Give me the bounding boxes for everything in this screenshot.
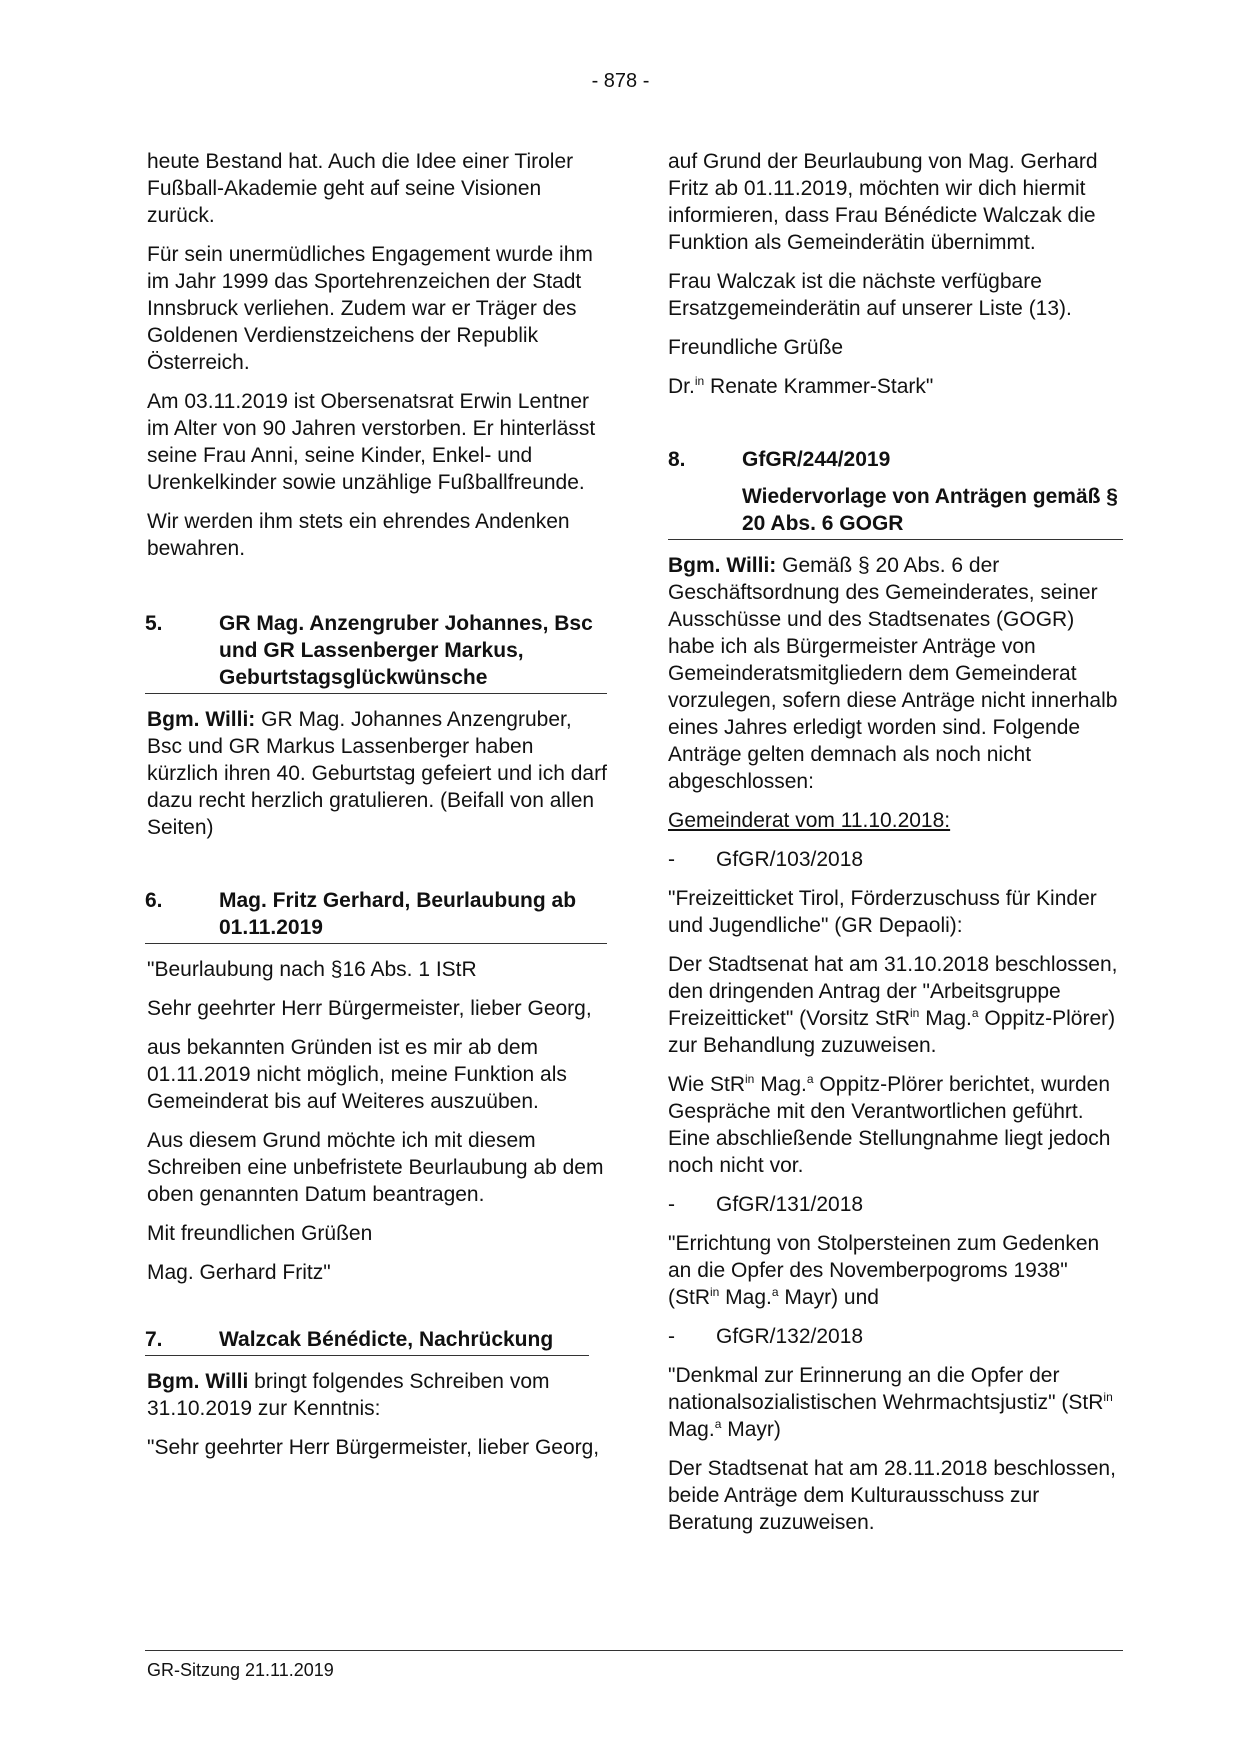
left-paragraph-4: Wir werden ihm stets ein ehrendes Andenken bewahren. bbox=[147, 510, 570, 560]
section-8-body bbox=[668, 552, 1123, 795]
motion-1-code: GfGR/103/2018 bbox=[716, 848, 864, 871]
signature-line bbox=[668, 373, 1123, 400]
motion-1-p2-text-a: Wie StR bbox=[668, 1073, 746, 1096]
section-7-paragraph-2: "Sehr geehrter Herr Bürgermeister, lieber Georg, bbox=[147, 1436, 600, 1459]
motion-1-p2-text-c: Oppitz-Plörer berichtet, wurden Gespräche mit den Verantwortlichen geführt. Eine abschließende Stellungnahme liegt jedoch noch nicht vor. bbox=[668, 1073, 1111, 1177]
left-paragraph-1: heute Bestand hat. Auch die Idee einer Tiroler Fußball-Akademie geht auf seine Visionen zurück. bbox=[147, 150, 574, 227]
section-7-heading bbox=[145, 1326, 589, 1356]
section-8-title: Wiedervorlage von Anträgen gemäß § 20 Abs. 6 GOGR bbox=[742, 485, 1118, 535]
section-8-speaker: Bgm. Willi: bbox=[668, 554, 777, 577]
section-5-speaker: Bgm. Willi: bbox=[147, 708, 256, 731]
motion-1-p2-text-b: Mag. bbox=[754, 1073, 807, 1096]
motion-1-p1-text-c: Oppitz-Plörer) zur Behandlung zuzuweisen. bbox=[668, 1007, 1116, 1057]
motion-3-title-a: "Denkmal zur Erinnerung an die Opfer der nationalsozialistischen Wehrmachtsjustiz" (StR bbox=[668, 1364, 1104, 1414]
motion-1-paragraph-2 bbox=[668, 1071, 1123, 1179]
section-6-title: Mag. Fritz Gerhard, Beurlaubung ab 01.11.2019 bbox=[219, 889, 577, 939]
sup-in: in bbox=[1103, 1390, 1113, 1404]
motion-2-title-b: Mag. bbox=[719, 1286, 772, 1309]
sup-a: a bbox=[771, 1285, 779, 1299]
motion-3-code: GfGR/132/2018 bbox=[716, 1325, 864, 1348]
sup-a: a bbox=[806, 1072, 814, 1086]
motion-3-title bbox=[668, 1362, 1123, 1443]
section-8-number: 8. bbox=[668, 448, 686, 471]
motion-3-title-c: Mayr) bbox=[721, 1418, 781, 1441]
motion-2-code: GfGR/131/2018 bbox=[716, 1193, 864, 1216]
motion-item-2 bbox=[668, 1191, 1123, 1218]
section-7-title: Walzcak Bénédicte, Nachrückung bbox=[219, 1328, 554, 1351]
section-8-code-line bbox=[668, 446, 1123, 475]
motion-1-paragraph-1 bbox=[668, 951, 1123, 1059]
right-paragraph-2: Frau Walczak ist die nächste verfügbare Ersatzgemeinderätin auf unserer Liste (13). bbox=[668, 270, 1072, 320]
footer-text: GR-Sitzung 21.11.2019 bbox=[147, 1660, 334, 1680]
section-5-body bbox=[147, 706, 607, 841]
signature-title: Dr. bbox=[668, 375, 695, 398]
motion-2-title-c: Mayr) und bbox=[778, 1286, 879, 1309]
section-6-paragraph-1: "Beurlaubung nach §16 Abs. 1 IStR bbox=[147, 958, 477, 981]
section-5-heading bbox=[145, 610, 607, 694]
section-8-heading bbox=[668, 483, 1123, 540]
section-6-paragraph-4: Aus diesem Grund möchte ich mit diesem Schreiben eine unbefristete Beurlaubung ab dem oben genannten Datum beantragen. bbox=[147, 1129, 604, 1206]
motion-3-paragraph-1: Der Stadtsenat hat am 28.11.2018 beschlossen, beide Anträge dem Kulturausschuss zur Beratung zuzuweisen. bbox=[668, 1457, 1116, 1534]
left-paragraph-3: Am 03.11.2019 ist Obersenatsrat Erwin Lentner im Alter von 90 Jahren verstorben. Er hinterlässt seine Frau Anni, seine Kinder, Enkel- und Urenkelkinder sowie unzählige Fußballfreunde. bbox=[147, 390, 596, 494]
bullet-dash: - bbox=[668, 848, 675, 871]
right-paragraph-1: auf Grund der Beurlaubung von Mag. Gerhard Fritz ab 01.11.2019, möchten wir dich hiermit informieren, dass Frau Bénédicte Walczak die Funktion als Gemeinderätin übernimmt. bbox=[668, 150, 1098, 254]
motion-3-title-b: Mag. bbox=[668, 1418, 715, 1441]
bullet-dash: - bbox=[668, 1325, 675, 1348]
section-7-body bbox=[147, 1368, 607, 1422]
section-5-text: GR Mag. Johannes Anzengruber, Bsc und GR Markus Lassenberger haben kürzlich ihren 40. Geburtstag gefeiert und ich darf dazu recht herzlich gratulieren. (Beifall von allen Seiten) bbox=[147, 708, 607, 839]
right-paragraph-3: Freundliche Grüße bbox=[668, 336, 844, 359]
motion-item-1 bbox=[668, 846, 1123, 873]
motion-1-title: "Freizeitticket Tirol, Förderzuschuss für Kinder und Jugendliche" (GR Depaoli): bbox=[668, 887, 1097, 937]
council-date-heading: Gemeinderat vom 11.10.2018: bbox=[668, 809, 951, 832]
section-8-text: Gemäß § 20 Abs. 6 der Geschäftsordnung des Gemeinderates, seiner Ausschüsse und des Stadtsenates (GOGR) habe ich als Bürgermeister Anträge von Gemeinderatsmitgliedern dem Gemeinderat vorzulegen, sofern diese Anträge nicht innerhalb eines Jahres erledigt worden sind. Folgende Anträge gelten demnach als noch nicht abgeschlossen: bbox=[668, 554, 1118, 793]
sup-a: a bbox=[971, 1006, 979, 1020]
section-7-speaker: Bgm. Willi bbox=[147, 1370, 249, 1393]
motion-item-3 bbox=[668, 1323, 1123, 1350]
section-7-number: 7. bbox=[145, 1328, 163, 1351]
left-column bbox=[147, 148, 607, 1473]
sup-in: in bbox=[745, 1072, 755, 1086]
sup-a: a bbox=[714, 1417, 722, 1431]
bullet-dash: - bbox=[668, 1193, 675, 1216]
page-number: - 878 - bbox=[591, 70, 650, 92]
signature-name: Renate Krammer-Stark" bbox=[704, 375, 934, 398]
motion-2-title-a: "Errichtung von Stolpersteinen zum Gedenken an die Opfer des Novemberpogroms 1938" (StR bbox=[668, 1232, 1100, 1309]
section-6-paragraph-6: Mag. Gerhard Fritz" bbox=[147, 1261, 331, 1284]
motion-1-p1-text-b: Mag. bbox=[919, 1007, 972, 1030]
right-column bbox=[668, 148, 1123, 1548]
motion-2-title bbox=[668, 1230, 1123, 1311]
section-8-code: GfGR/244/2019 bbox=[742, 448, 891, 471]
section-7-text: bringt folgendes Schreiben vom 31.10.2019 zur Kenntnis: bbox=[147, 1370, 550, 1420]
footer-divider bbox=[145, 1650, 1123, 1651]
section-5-title: GR Mag. Anzengruber Johannes, Bsc und GR Lassenberger Markus, Geburtstagsglückwünsche bbox=[219, 612, 593, 689]
sup-in: in bbox=[910, 1006, 920, 1020]
section-6-paragraph-5: Mit freundlichen Grüßen bbox=[147, 1222, 373, 1245]
motion-1-p1-text-a: Der Stadtsenat hat am 31.10.2018 beschlossen, den dringenden Antrag der "Arbeitsgruppe Freizeitticket" (Vorsitz StR bbox=[668, 953, 1118, 1030]
section-6-paragraph-2: Sehr geehrter Herr Bürgermeister, lieber Georg, bbox=[147, 997, 592, 1020]
section-6-heading bbox=[145, 887, 607, 944]
section-5-number: 5. bbox=[145, 612, 163, 635]
section-6-paragraph-3: aus bekannten Gründen ist es mir ab dem 01.11.2019 nicht möglich, meine Funktion als Gemeinderat bis auf Weiteres auszuüben. bbox=[147, 1036, 567, 1113]
section-6-number: 6. bbox=[145, 889, 163, 912]
left-paragraph-2: Für sein unermüdliches Engagement wurde ihm im Jahr 1999 das Sportehrenzeichen der Stadt Innsbruck verliehen. Zudem war er Träger des Goldenen Verdienstzeichens der Republik Österreich. bbox=[147, 243, 593, 374]
signature-title-sup: in bbox=[694, 374, 705, 388]
sup-in: in bbox=[710, 1285, 720, 1299]
